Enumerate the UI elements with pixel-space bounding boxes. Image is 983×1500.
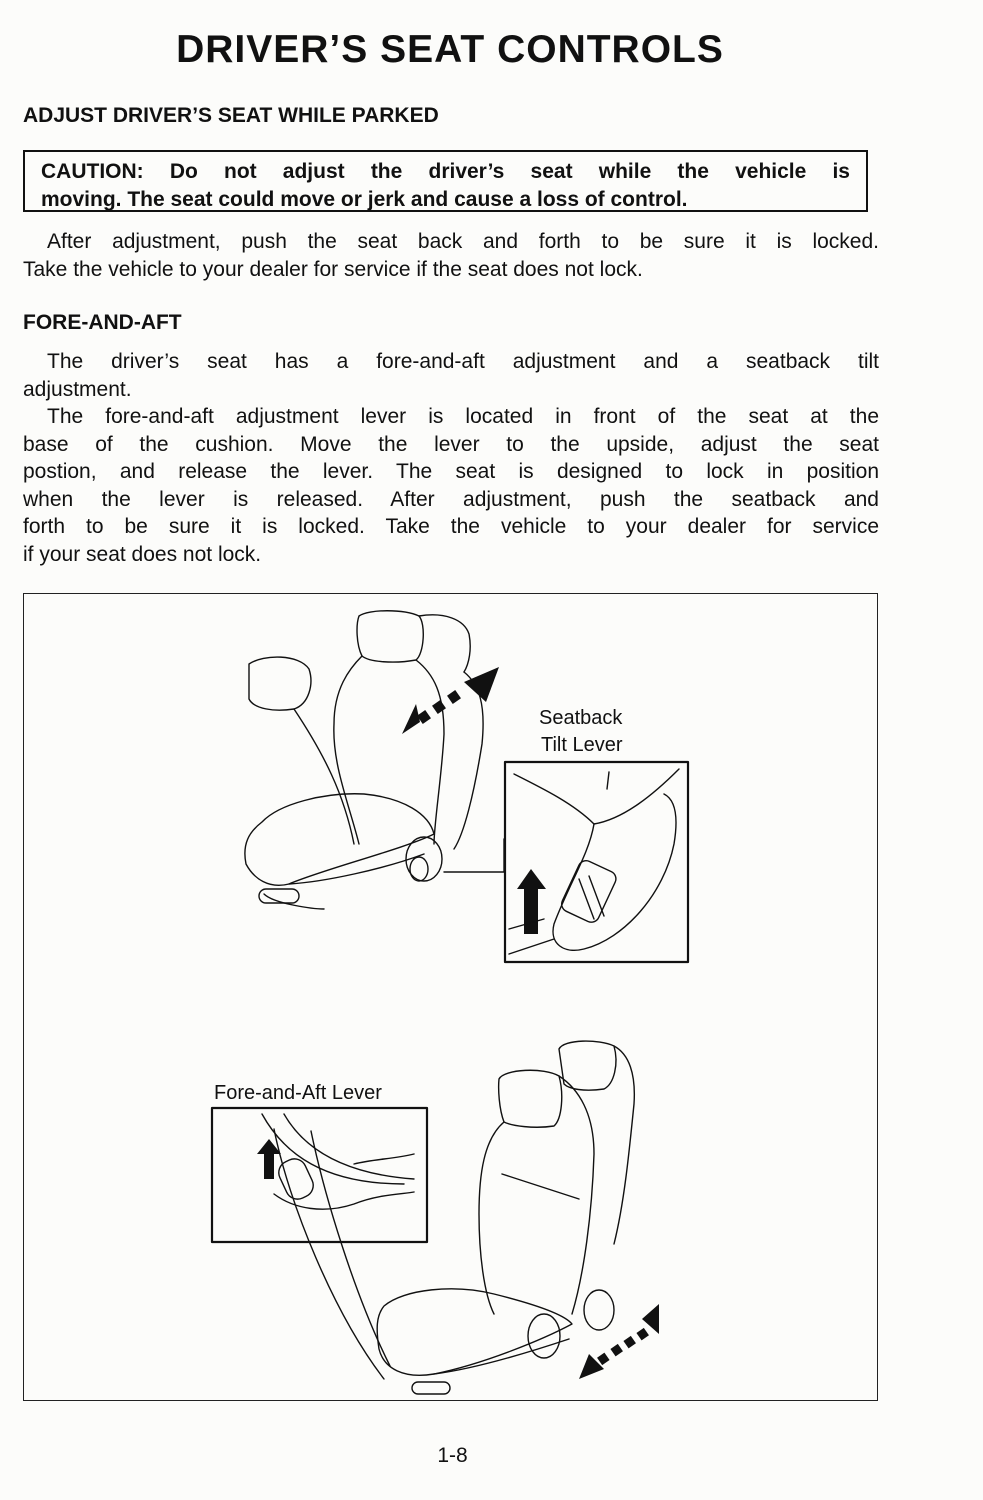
fore-aft-lever-label: Fore-and-Aft Lever xyxy=(214,1082,382,1104)
seatback-tilt-lever-inset xyxy=(505,762,688,962)
parked-body-line-1: After adjustment, push the seat back and forth to be sure it is locked. xyxy=(47,230,879,253)
fore-aft-p2-line-6: if your seat does not lock. xyxy=(23,542,262,566)
caution-line-2: moving. The seat could move or jerk and cause a loss of control. xyxy=(41,188,688,211)
caution-line-1: CAUTION: Do not adjust the driver’s seat while the vehicle is xyxy=(41,160,850,183)
fore-aft-p1-line-1: The driver’s seat has a fore-and-aft adjustment and a seatback tilt xyxy=(47,350,879,373)
caution-box xyxy=(23,150,868,212)
seatback-label-line-2: Tilt Lever xyxy=(541,734,623,756)
fore-aft-p2-line-3: postion, and release the lever. The seat is designed to lock in position xyxy=(23,460,879,483)
parked-body-line-2: Take the vehicle to your dealer for service if the seat does not lock. xyxy=(23,257,643,281)
fore-aft-arrow-icon xyxy=(579,1304,659,1379)
fore-aft-p2-line-5: forth to be sure it is locked. Take the vehicle to your dealer for service xyxy=(23,515,879,538)
fore-aft-p1-line-2: adjustment. xyxy=(23,377,132,401)
tilt-arrow-icon xyxy=(402,667,499,734)
parked-body-paragraph xyxy=(23,228,879,283)
tilt-lever-up-arrow-icon xyxy=(517,869,546,934)
fore-aft-p2-line-2: base of the cushion. Move the lever to the upside, adjust the seat xyxy=(23,432,879,456)
section-heading-parked: ADJUST DRIVER’S SEAT WHILE PARKED xyxy=(23,104,439,127)
seat-top-drawing xyxy=(245,611,504,909)
page-title: DRIVER’S SEAT CONTROLS xyxy=(176,28,724,71)
fore-aft-lever-inset xyxy=(212,1108,427,1242)
section-heading-fore-aft: FORE-AND-AFT xyxy=(23,311,182,334)
seatback-label-line-1: Seatback xyxy=(539,707,623,729)
page-number: 1-8 xyxy=(437,1444,468,1467)
seat-controls-illustration xyxy=(23,593,878,1401)
fore-aft-paragraph-1 xyxy=(23,348,879,403)
fore-aft-p2-line-4: when the lever is released. After adjustment, push the seatback and xyxy=(23,487,879,511)
fore-aft-paragraph-2 xyxy=(23,403,879,568)
fore-aft-p2-line-1: The fore-and-aft adjustment lever is located in front of the seat at the xyxy=(47,405,879,428)
